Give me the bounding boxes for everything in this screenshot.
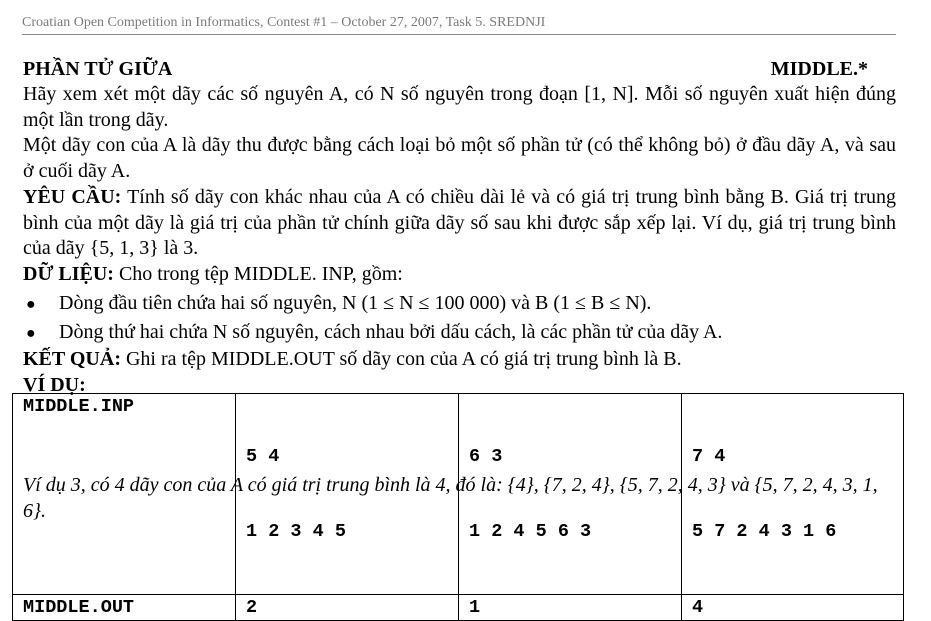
example-input-line2: 5 7 2 4 3 1 6	[692, 521, 837, 542]
output-label: KẾT QUẢ:	[23, 348, 121, 371]
input-bullet-text: Dòng đầu tiên chứa hai số nguyên, N (1 ≤ N ≤ 100 000) và B (1 ≤ B ≤ N).	[59, 291, 652, 314]
table-row-output	[13, 595, 904, 621]
problem-title: PHẦN TỬ GIỮA	[23, 58, 173, 80]
example-output-cell: 2	[236, 595, 459, 621]
requirement-label: YÊU CẦU:	[23, 185, 122, 208]
input-bullet	[23, 291, 896, 318]
input-text: Cho trong tệp MIDDLE. INP, gồm:	[113, 262, 403, 285]
example-input-line1: 6 3	[469, 446, 503, 467]
requirement-paragraph	[23, 185, 896, 262]
bullet-icon: ●	[26, 295, 36, 313]
bullet-icon: ●	[26, 325, 36, 343]
input-bullet-text: Dòng thứ hai chứa N số nguyên, cách nhau bởi dấu cách, là các phần tử của dãy A.	[59, 321, 723, 344]
problem-statement	[23, 56, 896, 397]
example-input-line2: 1 2 3 4 5	[246, 521, 346, 542]
output-text: Ghi ra tệp MIDDLE.OUT số dãy con của A có giá trị trung bình là B.	[120, 348, 682, 371]
running-header: Croatian Open Competition in Informatics, Contest #1 – October 27, 2007, Task 5. SREDNJI	[22, 15, 896, 35]
intro-paragraph-2: Một dãy con của A là dãy thu được bằng cách loại bỏ một số phần tử (có thể không bỏ) ở đầu dãy A, và sau ở cuối dãy A.	[23, 134, 896, 183]
output-header-cell: MIDDLE.OUT	[13, 595, 236, 621]
example-input-line1: 5 4	[246, 446, 280, 467]
output-paragraph	[23, 347, 896, 373]
file-pattern: MIDDLE.*	[770, 58, 868, 80]
example-input-line2: 1 2 4 5 6 3	[469, 521, 592, 542]
intro-paragraph-1: Hãy xem xét một dãy các số nguyên A, có N số nguyên trong đoạn [1, N]. Mỗi số nguyên xuất hiện đúng một lần trong dãy.	[23, 83, 896, 131]
input-paragraph	[23, 262, 896, 288]
example-input-line1: 7 4	[692, 446, 726, 467]
input-bullet	[23, 320, 896, 347]
example-note: Ví dụ 3, có 4 dãy con của A có giá trị trung bình là 4, đó là: {4}, {7, 2, 4}, {5, 7, 2, 4, 3} và {5, 7, 2, 4, 3, 1, 6}.	[23, 474, 878, 522]
input-header-cell: MIDDLE.INP	[13, 394, 236, 595]
title-row	[23, 56, 896, 82]
example-output-cell: 4	[682, 595, 904, 621]
requirement-text: Tính số dãy con khác nhau của A có chiều dài lẻ và có giá trị trung bình bằng B. Giá trị trung bình của một dãy là giá trị của phần tử chính giữa dãy số sau khi được sắp xếp lại. Ví dụ, giá trị trung bình của dãy {5, 1, 3} là 3.	[23, 185, 897, 260]
input-label: DỮ LIỆU:	[23, 262, 114, 285]
example-output-cell: 1	[459, 595, 682, 621]
example-label: VÍ DỤ:	[23, 373, 86, 396]
